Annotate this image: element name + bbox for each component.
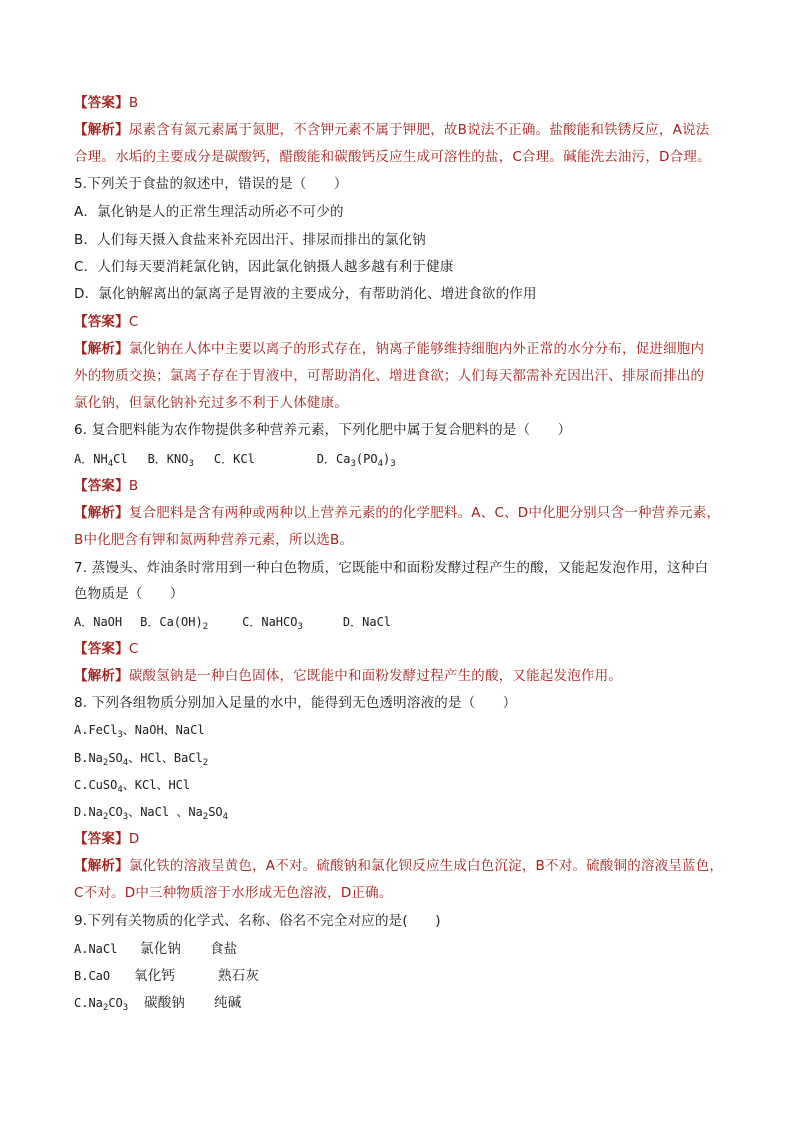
analysis-continuation: C不对。D中三种物质溶于水形成无色溶液，D正确。	[74, 885, 393, 901]
analysis-text: 复合肥料是含有两种或两种以上营养元素的的化学肥料。A、C、D中化肥分别只含一种营养元素，	[128, 505, 721, 521]
question-7-options	[74, 613, 391, 631]
option-c: C．NaHCO$_3$	[242, 615, 303, 632]
analysis-label: 【解析】	[74, 122, 129, 138]
option-b: B．$Ca(OH)_2$	[140, 615, 209, 632]
option-d: D．$Ca_3(PO_4)_3$	[316, 452, 396, 469]
analysis-text: 尿素含有氮元素属于氮肥，不含钾元素不属于钾肥，故B说法不正确。盐酸能和铁锈反应，A说法	[128, 122, 710, 138]
analysis-label: 【解析】	[74, 668, 129, 684]
analysis-continuation: B中化肥含有钾和氮两种营养元素，所以选B。	[74, 532, 354, 548]
option-a: A．$NH_4Cl$	[74, 452, 128, 469]
answer-label: 【答案】	[74, 95, 129, 111]
question-5-option-d: D．氯化钠解离出的氯离子是胃液的主要成分，有帮助消化、增进食欲的作用	[74, 286, 537, 302]
analysis-text: 碳酸氢钠是一种白色固体，它既能中和面粉发酵过程产生的酸，又能起发泡作用。	[128, 668, 623, 684]
option-a: A．NaOH	[74, 615, 123, 629]
question-5-option-a: A．氯化钠是人的正常生理活动所必不可少的	[74, 204, 344, 220]
question-8-option-c: C.CuSO$_4$、KCl、HCl	[74, 778, 191, 795]
answer-value: B	[128, 95, 139, 111]
answer-line	[74, 477, 138, 495]
analysis-line	[74, 504, 720, 522]
analysis-text: 氯化铁的溶液呈黄色，A不对。硫酸钠和氯化钡反应生成白色沉淀，B不对。硫酸铜的溶液呈蓝色，	[128, 858, 724, 874]
question-6-options	[74, 450, 396, 468]
analysis-line	[74, 857, 723, 875]
analysis-label: 【解析】	[74, 858, 129, 874]
question-7-stem: 7. 蒸馒头、炸油条时常用到一种白色物质，它既能中和面粉发酵过程产生的酸，又能起发泡作用，这种白	[74, 560, 709, 576]
answer-line	[74, 313, 138, 331]
answer-label: 【答案】	[74, 314, 129, 330]
analysis-line	[74, 340, 704, 358]
answer-value: C	[128, 641, 139, 657]
question-9-option-b: B.CaO 氧化钙 熟石灰	[74, 968, 260, 984]
analysis-label: 【解析】	[74, 505, 129, 521]
answer-value: B	[128, 478, 139, 494]
answer-line	[74, 94, 138, 112]
question-8-option-a: A.FeCl$_3$、NaOH、NaCl	[74, 723, 205, 740]
option-b: B．$KNO_3$	[147, 452, 194, 469]
question-7-stem-continuation: 色物质是（ ）	[74, 586, 184, 602]
question-9-option-c: $C.Na_2CO_3$ 碳酸钠 纯碱	[74, 995, 242, 1013]
question-8-stem: 8. 下列各组物质分别加入足量的水中，能得到无色透明溶液的是（ ）	[74, 695, 517, 711]
question-5-option-c: C．人们每天要消耗氯化钠，因此氯化钠摄人越多越有利于健康	[74, 259, 454, 275]
analysis-line	[74, 121, 709, 139]
question-6-stem: 6. 复合肥料能为农作物提供多种营养元素，下列化肥中属于复合肥料的是（ ）	[74, 422, 572, 438]
analysis-continuation: 合理。水垢的主要成分是碳酸钙，醋酸能和碳酸钙反应生成可溶性的盐，C合理。碱能洗去油污，D合理。	[74, 149, 711, 165]
answer-line	[74, 830, 139, 848]
analysis-line	[74, 667, 622, 685]
analysis-continuation: 氯化钠，但氯化钠补充过多不利于人体健康。	[74, 395, 348, 411]
analysis-text: 氯化钠在人体中主要以离子的形式存在，钠离子能够维持细胞内外正常的水分分布，促进细胞内	[128, 341, 705, 357]
question-8-option-d: $D.Na_2CO_3$、NaCl 、$Na_2SO_4$	[74, 805, 229, 822]
question-9-option-a: A.NaCl 氯化钠 食盐	[74, 941, 238, 957]
answer-value: C	[128, 314, 139, 330]
question-9-stem: 9.下列有关物质的化学式、名称、俗名不完全对应的是( )	[74, 913, 441, 929]
answer-label: 【答案】	[74, 831, 129, 847]
answer-value: D	[128, 831, 140, 847]
answer-label: 【答案】	[74, 478, 129, 494]
option-c: C．KCl	[213, 452, 255, 466]
question-5-stem: 5.下列关于食盐的叙述中，错误的是（ ）	[74, 176, 348, 192]
question-8-option-b: $B.Na_2SO_4$、HCl、BaCl$_2$	[74, 751, 209, 768]
answer-line	[74, 640, 138, 658]
analysis-label: 【解析】	[74, 341, 129, 357]
analysis-continuation: 外的物质交换；氯离子存在于胃液中，可帮助消化、增进食欲；人们每天都需补充因出汗、排尿而排出的	[74, 368, 705, 384]
answer-label: 【答案】	[74, 641, 129, 657]
option-d: D．NaCl	[342, 615, 392, 629]
question-5-option-b: B．人们每天摄入食盐来补充因出汗、排尿而排出的氯化钠	[74, 232, 426, 248]
